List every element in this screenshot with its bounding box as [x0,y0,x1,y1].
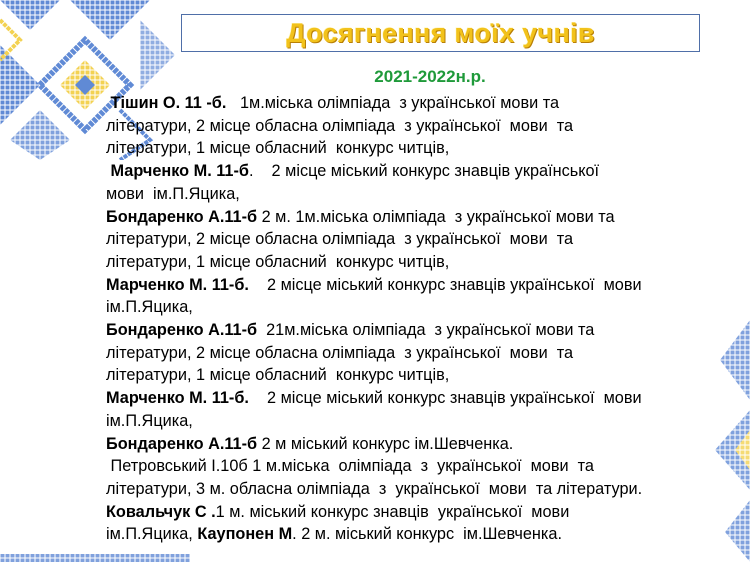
achievement-text: ім.П.Яцика, [106,298,193,317]
student-name: Бондаренко А.11-б [106,321,258,340]
student-name: Марченко М. 11-б [110,162,249,181]
text-line [106,501,746,524]
text-line [106,228,746,251]
text-line [106,137,746,160]
achievement-text: 2 м. 1м.міська олімпіада з української мови та [257,207,615,226]
text-line [106,455,746,478]
text-line [106,160,746,183]
achievement-text: ім.П.Яцика, [106,525,198,544]
achievement-text: 2 місце міський конкурс знавців української мови [248,275,642,294]
achievement-text: літератури, 3 м. обласна олімпіада з української мови та літератури. [106,479,643,498]
text-line [106,274,746,297]
embroidery-ornament-bottom [0,548,190,562]
achievement-text: . 2 м. міський конкурс ім.Шевченка. [292,525,562,544]
text-line [106,183,746,206]
achievement-text: мови ім.П.Яцика, [106,184,240,203]
text-line [106,251,746,274]
student-name: Ковальчук С . [106,502,216,521]
achievement-text: 2 місце міський конкурс знавців української мови [248,389,642,408]
academic-year: 2021-2022н.р. [374,67,486,86]
student-name: Бондаренко А.11-б [106,207,258,226]
text-line [106,115,746,138]
text-line [106,523,746,546]
student-name: Марченко М. 11-б. [106,275,249,294]
achievement-text: . 2 місце міський конкурс знавців української [248,162,600,181]
text-line [106,206,746,229]
student-name: Каупонен М [197,525,293,544]
achievement-text: 1м.міська олімпіада з української мови та [226,94,560,112]
student-name: Тішин О. 11 -б. [110,94,227,112]
achievement-text: літератури, 1 місце обласний конкурс читців, [106,139,450,158]
achievement-text: ім.П.Яцика, [106,411,193,430]
achievement-text: літератури, 1 місце обласний конкурс читців, [106,366,450,385]
achievement-text: 2 м міський конкурс ім.Шевченка. [257,434,514,453]
text-line [106,387,746,410]
page-title: Досягнення моїх учнів [286,17,595,48]
achievement-text: літератури, 2 місце обласна олімпіада з української мови та [106,230,574,249]
achievement-text: літератури, 2 місце обласна олімпіада з української мови та [106,116,574,135]
text-line [106,92,746,115]
student-name: Бондаренко А.11-б [106,434,258,453]
achievement-text: Петровський І.10б 1 м.міська олімпіада з української мови та [110,457,594,476]
text-line [106,296,746,319]
text-line [106,342,746,365]
achievement-text: 1 м. міський конкурс знавців української мови [215,502,570,521]
text-line [106,410,746,433]
achievement-text: літератури, 1 місце обласний конкурс читців, [106,252,450,271]
title-box [181,14,700,52]
achievements-text [106,92,746,546]
student-name: Марченко М. 11-б. [106,389,249,408]
text-line [106,433,746,456]
text-line [106,319,746,342]
achievement-text: 21м.міська олімпіада з української мови та [257,321,595,340]
text-line [106,478,746,501]
text-line [106,364,746,387]
achievement-text: літератури, 2 місце обласна олімпіада з української мови та [106,343,574,362]
